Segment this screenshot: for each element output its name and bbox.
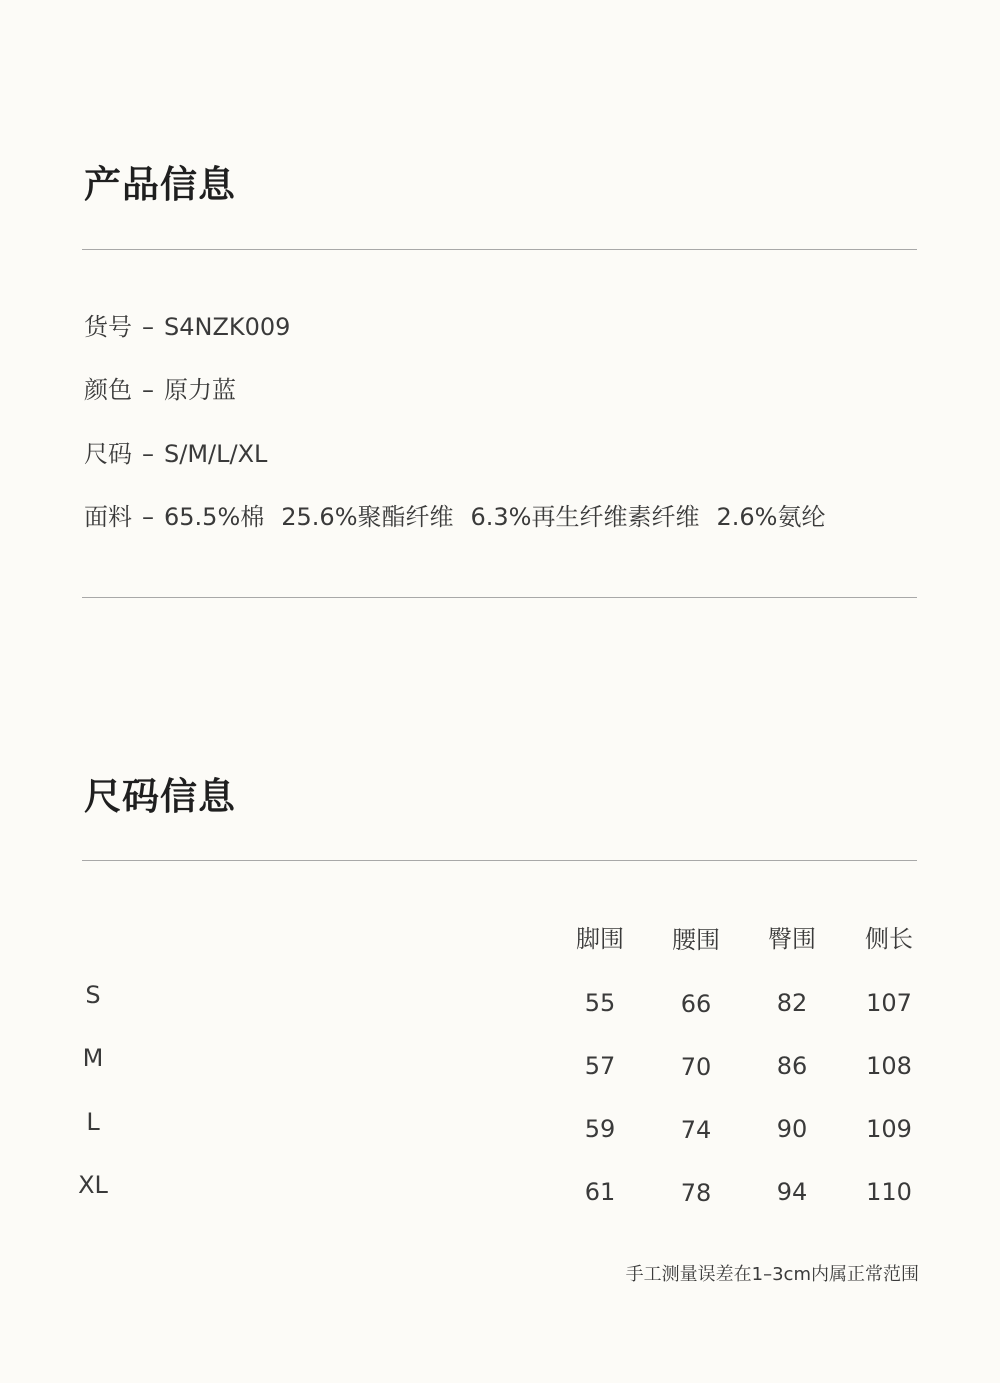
fabric-row	[84, 505, 825, 529]
column-header: 臀围	[768, 925, 816, 953]
fabric-label: 面料	[84, 503, 132, 531]
table-cell: 78	[680, 1179, 712, 1207]
item-number-label: 货号	[84, 313, 132, 341]
color-row	[84, 378, 236, 402]
table-cell: 94	[776, 1178, 808, 1206]
size-info-title: 尺码信息	[84, 775, 236, 818]
table-cell: 110	[866, 1178, 912, 1206]
size-label: XL	[78, 1171, 108, 1199]
measurement-note: 手工测量误差在1–3cm内属正常范围	[625, 1264, 919, 1285]
table-cell: 109	[866, 1115, 912, 1143]
fabric-part: 2.6%氨纶	[716, 503, 826, 531]
table-cell: 90	[776, 1115, 808, 1143]
separator: –	[142, 376, 154, 404]
item-number-value: S4NZK009	[164, 313, 291, 341]
column-header: 侧长	[865, 925, 913, 953]
separator: –	[142, 440, 154, 468]
table-cell: 59	[584, 1115, 616, 1143]
column-header: 腰围	[672, 926, 720, 954]
table-cell: 86	[776, 1052, 808, 1080]
column-header: 脚围	[576, 925, 624, 953]
size-label: M	[82, 1044, 104, 1072]
separator: –	[142, 313, 154, 341]
table-cell: 66	[680, 990, 712, 1018]
divider	[82, 249, 917, 250]
size-label: L	[86, 1108, 100, 1136]
size-label: S	[85, 981, 101, 1009]
size-label: 尺码	[84, 440, 132, 468]
fabric-part: 65.5%棉	[164, 503, 265, 531]
size-row	[84, 442, 267, 466]
table-cell: 55	[584, 989, 616, 1017]
table-cell: 57	[584, 1052, 616, 1080]
divider	[82, 597, 917, 598]
divider	[82, 860, 917, 861]
separator: –	[142, 503, 154, 531]
table-cell: 108	[866, 1052, 912, 1080]
table-cell: 70	[680, 1053, 712, 1081]
item-number-row	[84, 315, 290, 339]
product-info-title: 产品信息	[84, 163, 236, 206]
table-cell: 74	[680, 1116, 712, 1144]
table-cell: 82	[776, 989, 808, 1017]
color-label: 颜色	[84, 376, 132, 404]
color-value: 原力蓝	[164, 376, 236, 404]
fabric-part: 6.3%再生纤维素纤维	[470, 503, 700, 531]
table-cell: 107	[866, 989, 912, 1017]
table-cell: 61	[584, 1178, 616, 1206]
size-value: S/M/L/XL	[164, 440, 268, 468]
fabric-part: 25.6%聚酯纤维	[281, 503, 454, 531]
